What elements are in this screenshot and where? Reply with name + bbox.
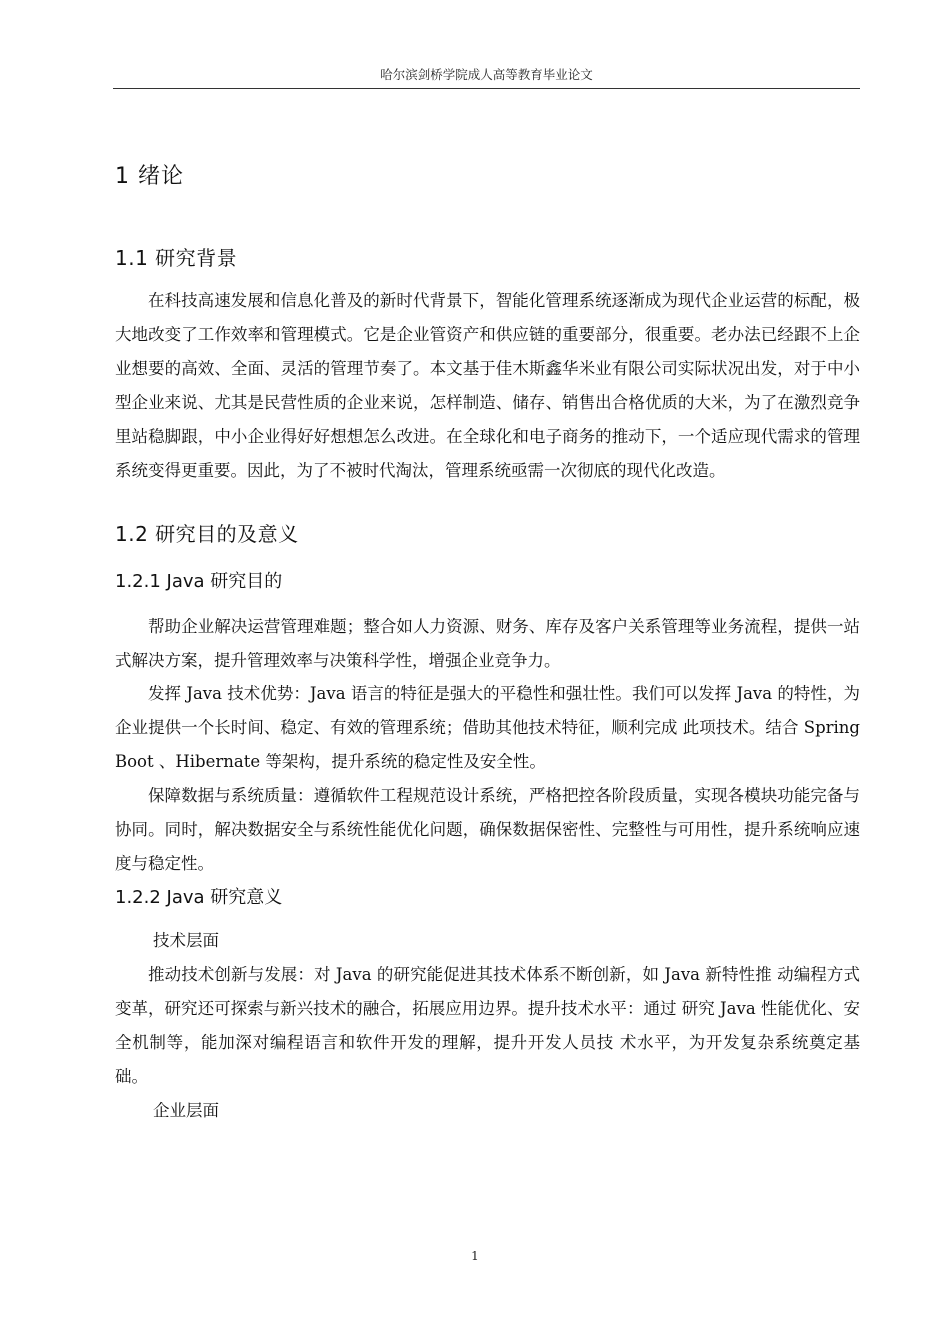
subsection-heading-java-purpose: 1.2.1 Java 研究目的 xyxy=(115,571,283,592)
section-heading-research-background: 1.1 研究背景 xyxy=(115,246,238,270)
chapter-heading: 1 绪论 xyxy=(115,164,184,189)
page-number: 1 xyxy=(471,1249,479,1263)
paragraph-purpose-java-advantage: 发挥 Java 技术优势：Java 语言的特征是强大的平稳性和强壮性。我们可以发挥 Java 的特性，为企业提供一个长时间、稳定、有效的管理系统；借助其他技术特征，顺利完成 此项技术。结合 Spring Boot 、Hibernate 等架构，提升系统的稳定性及安全性。 xyxy=(115,684,860,771)
paragraph-purpose-quality: 保障数据与系统质量：遵循软件工程规范设计系统，严格把控各阶段质量，实现各模块功能完备与协同。同时，解决数据安全与系统性能优化问题，确保数据保密性、完整性与可用性，提升系统响应速度与稳定性。 xyxy=(115,786,860,873)
subsection-heading-java-significance: 1.2.2 Java 研究意义 xyxy=(115,887,283,908)
running-header: 哈尔滨剑桥学院成人高等教育毕业论文 xyxy=(113,66,860,89)
label-enterprise-level: 企业层面 xyxy=(153,1101,219,1120)
paragraph-purpose-management: 帮助企业解决运营管理难题；整合如人力资源、财务、库存及客户关系管理等业务流程，提供一站式解决方案，提升管理效率与决策科学性，增强企业竞争力。 xyxy=(115,617,860,670)
paragraph-research-background: 在科技高速发展和信息化普及的新时代背景下，智能化管理系统逐渐成为现代企业运营的标配，极大地改变了工作效率和管理模式。它是企业管资产和供应链的重要部分，很重要。老办法已经跟不上企业想要的高效、全面、灵活的管理节奏了。本文基于佳木斯鑫华米业有限公司实际状况出发，对于中小型企业来说、尤其是民营性质的企业来说，怎样制造、储存、销售出合格优质的大米，为了在激烈竞争里站稳脚跟，中小企业得好好想想怎么改进。在全球化和电子商务的推动下，一个适应现代需求的管理系统变得更重要。因此，为了不被时代淘汰，管理系统亟需一次彻底的现代化改造。 xyxy=(115,291,860,480)
section-heading-purpose-significance: 1.2 研究目的及意义 xyxy=(115,522,299,546)
paragraph-technical-significance: 推动技术创新与发展：对 Java 的研究能促进其技术体系不断创新，如 Java 新特性推 动编程方式变革，研究还可探索与新兴技术的融合，拓展应用边界。提升技术水平：通过 研究 Java 性能优化、安全机制等，能加深对编程语言和软件开发的理解，提升开发人员技 术水平，为开发复杂系统奠定基础。 xyxy=(115,965,860,1086)
label-technical-level: 技术层面 xyxy=(153,931,219,950)
